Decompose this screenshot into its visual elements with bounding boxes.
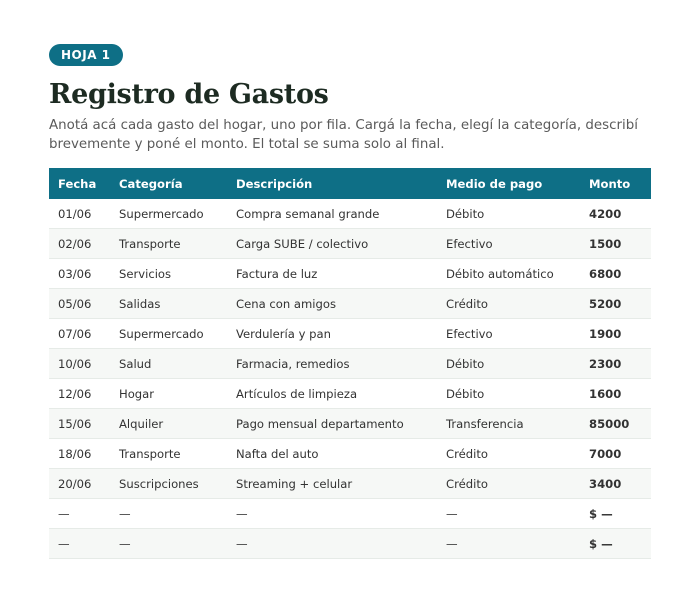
amount-cell[interactable]: 1600 (580, 379, 651, 409)
amount-cell[interactable]: 85000 (580, 409, 651, 439)
table-row (49, 319, 651, 349)
column-header-amount: Monto (589, 176, 631, 191)
amount-cell[interactable]: 1900 (580, 319, 651, 349)
table-row (49, 289, 651, 319)
amount-cell[interactable]: 6800 (580, 259, 651, 289)
amount-cell[interactable]: $ — (580, 529, 651, 559)
table-row (49, 379, 651, 409)
category-cell[interactable]: Supermercado (110, 319, 227, 349)
column-header-date: Fecha (58, 176, 97, 191)
description-cell[interactable]: Artículos de limpieza (227, 379, 437, 409)
sheet-badge: HOJA 1 (49, 44, 123, 66)
payment-method-cell[interactable]: Crédito (437, 469, 580, 499)
description-cell[interactable]: Nafta del auto (227, 439, 437, 469)
amount-cell[interactable]: 4200 (580, 199, 651, 229)
description-cell[interactable]: Farmacia, remedios (227, 349, 437, 379)
category-cell[interactable]: Alquiler (110, 409, 227, 439)
table-row (49, 469, 651, 499)
category-cell[interactable]: — (110, 529, 227, 559)
date-cell[interactable]: 15/06 (49, 409, 110, 439)
column-header-description: Descripción (236, 176, 313, 191)
payment-method-cell[interactable]: — (437, 529, 580, 559)
table-row-empty (49, 529, 651, 559)
table-row-empty (49, 499, 651, 529)
category-cell[interactable]: Suscripciones (110, 469, 227, 499)
table-row (49, 349, 651, 379)
amount-cell[interactable]: 7000 (580, 439, 651, 469)
expense-table (49, 168, 651, 559)
payment-method-cell[interactable]: Efectivo (437, 319, 580, 349)
category-cell[interactable]: Servicios (110, 259, 227, 289)
description-cell[interactable]: Compra semanal grande (227, 199, 437, 229)
table-row (49, 199, 651, 229)
description-cell[interactable]: — (227, 499, 437, 529)
date-cell[interactable]: 05/06 (49, 289, 110, 319)
description-cell[interactable]: Carga SUBE / colectivo (227, 229, 437, 259)
column-header-category: Categoría (119, 176, 183, 191)
page-title: Registro de Gastos (49, 79, 329, 110)
date-cell[interactable]: — (49, 499, 110, 529)
description-cell[interactable]: Streaming + celular (227, 469, 437, 499)
date-cell[interactable]: 07/06 (49, 319, 110, 349)
table-row (49, 259, 651, 289)
payment-method-cell[interactable]: Débito (437, 349, 580, 379)
amount-cell[interactable]: $ — (580, 499, 651, 529)
description-cell[interactable]: Verdulería y pan (227, 319, 437, 349)
category-cell[interactable]: Hogar (110, 379, 227, 409)
amount-cell[interactable]: 2300 (580, 349, 651, 379)
payment-method-cell[interactable]: Efectivo (437, 229, 580, 259)
date-cell[interactable]: 20/06 (49, 469, 110, 499)
payment-method-cell[interactable]: Débito automático (437, 259, 580, 289)
category-cell[interactable]: Transporte (110, 229, 227, 259)
date-cell[interactable]: 10/06 (49, 349, 110, 379)
payment-method-cell[interactable]: — (437, 499, 580, 529)
table-row (49, 229, 651, 259)
description-cell[interactable]: — (227, 529, 437, 559)
date-cell[interactable]: 12/06 (49, 379, 110, 409)
page-subtitle: Anotá acá cada gasto del hogar, uno por fila. Cargá la fecha, elegí la categoría, describí brevemente y poné el monto. El total se suma solo al final. (49, 118, 638, 152)
table-header-row (49, 168, 651, 199)
table-row (49, 439, 651, 469)
category-cell[interactable]: Transporte (110, 439, 227, 469)
amount-cell[interactable]: 3400 (580, 469, 651, 499)
category-cell[interactable]: — (110, 499, 227, 529)
column-header-payment-method: Medio de pago (446, 176, 543, 191)
description-cell[interactable]: Cena con amigos (227, 289, 437, 319)
category-cell[interactable]: Supermercado (110, 199, 227, 229)
amount-cell[interactable]: 1500 (580, 229, 651, 259)
amount-cell[interactable]: 5200 (580, 289, 651, 319)
payment-method-cell[interactable]: Débito (437, 379, 580, 409)
category-cell[interactable]: Salud (110, 349, 227, 379)
date-cell[interactable]: — (49, 529, 110, 559)
date-cell[interactable]: 01/06 (49, 199, 110, 229)
payment-method-cell[interactable]: Crédito (437, 439, 580, 469)
payment-method-cell[interactable]: Débito (437, 199, 580, 229)
description-cell[interactable]: Factura de luz (227, 259, 437, 289)
category-cell[interactable]: Salidas (110, 289, 227, 319)
description-cell[interactable]: Pago mensual departamento (227, 409, 437, 439)
date-cell[interactable]: 03/06 (49, 259, 110, 289)
date-cell[interactable]: 02/06 (49, 229, 110, 259)
date-cell[interactable]: 18/06 (49, 439, 110, 469)
payment-method-cell[interactable]: Crédito (437, 289, 580, 319)
payment-method-cell[interactable]: Transferencia (437, 409, 580, 439)
table-row (49, 409, 651, 439)
